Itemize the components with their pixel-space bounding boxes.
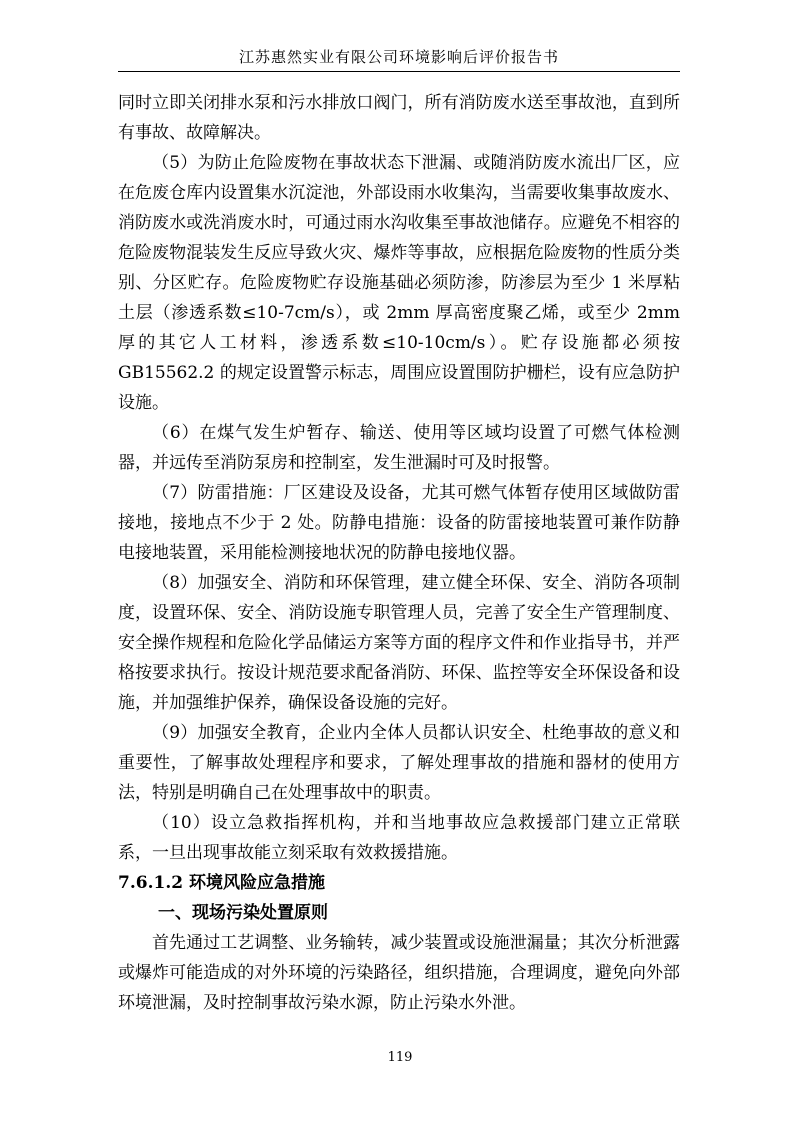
paragraph-item-9: （9）加强安全教育，企业内全体人员都认识安全、杜绝事故的意义和重要性，了解事故处理程序和要求，了解处理事故的措施和器材的使用方法，特别是明确自己在处理事故中的职责。 — [118, 723, 680, 803]
paragraph-item-6: （6）在煤气发生炉暂存、输送、使用等区域均设置了可燃气体检测器，并远传至消防泵房和控制室，发生泄漏时可及时报警。 — [118, 423, 680, 473]
paragraph-item-8: （8）加强安全、消防和环保管理，建立健全环保、安全、消防各项制度，设置环保、安全、消防设施专职管理人员，完善了安全生产管理制度、安全操作规程和危险化学品储运方案等方面的程序文件和作业指导书，并严格按要求执行。按设计规范要求配备消防、环保、监控等安全环保设备和设施，并加强维护保养，确保设备设施的完好。 — [118, 573, 680, 713]
page-number: 119 — [387, 1050, 413, 1065]
paragraph-item-7: （7）防雷措施：厂区建设及设备，尤其可燃气体暂存使用区域做防雷接地，接地点不少于 2 处。防静电措施：设备的防雷接地装置可兼作防静电接地装置，采用能检测接地状况的防静电接地仪器。 — [118, 483, 680, 563]
paragraph-continuation: 同时立即关闭排水泵和污水排放口阀门，所有消防废水送至事故池，直到所有事故、故障解决。 — [118, 93, 680, 143]
paragraph-item-10: （10）设立急救指挥机构，并和当地事故应急救援部门建立正常联系，一旦出现事故能立刻采取有效救援措施。 — [118, 813, 680, 863]
page-header: 江苏惠然实业有限公司环境影响后评价报告书 — [238, 48, 559, 66]
document-body — [118, 88, 680, 1018]
paragraph-item-5: （5）为防止危险废物在事故状态下泄漏、或随消防废水流出厂区，应在危废仓库内设置集水沉淀池，外部设雨水收集沟，当需要收集事故废水、消防废水或洗消废水时，可通过雨水沟收集至事故池储存。应避免不相容的危险废物混装发生反应导致火灾、爆炸等事故，应根据危险废物的性质分类别、分区贮存。危险废物贮存设施基础必须防渗，防渗层为至少 1 米厚粘土层（渗透系数≤10-7cm/s），或 2mm 厚高密度聚乙烯，或至少 2mm 厚的其它人工材料，渗透系数≤10-10cm/s）。贮存设施都必须按 GB15562.2 的规定设置警示标志，周围应设置围防护栅栏，设有应急防护设施。 — [118, 153, 680, 413]
sub-heading: 一、现场污染处置原则 — [158, 903, 328, 923]
paragraph-principle: 首先通过工艺调整、业务输转，减少装置或设施泄漏量；其次分析泄露或爆炸可能造成的对外环境的污染路径，组织措施，合理调度，避免向外部环境泄漏，及时控制事故污染水源，防止污染水外泄。 — [118, 933, 680, 1013]
header-rule — [118, 71, 680, 72]
section-heading: 7.6.1.2 环境风险应急措施 — [118, 873, 325, 893]
